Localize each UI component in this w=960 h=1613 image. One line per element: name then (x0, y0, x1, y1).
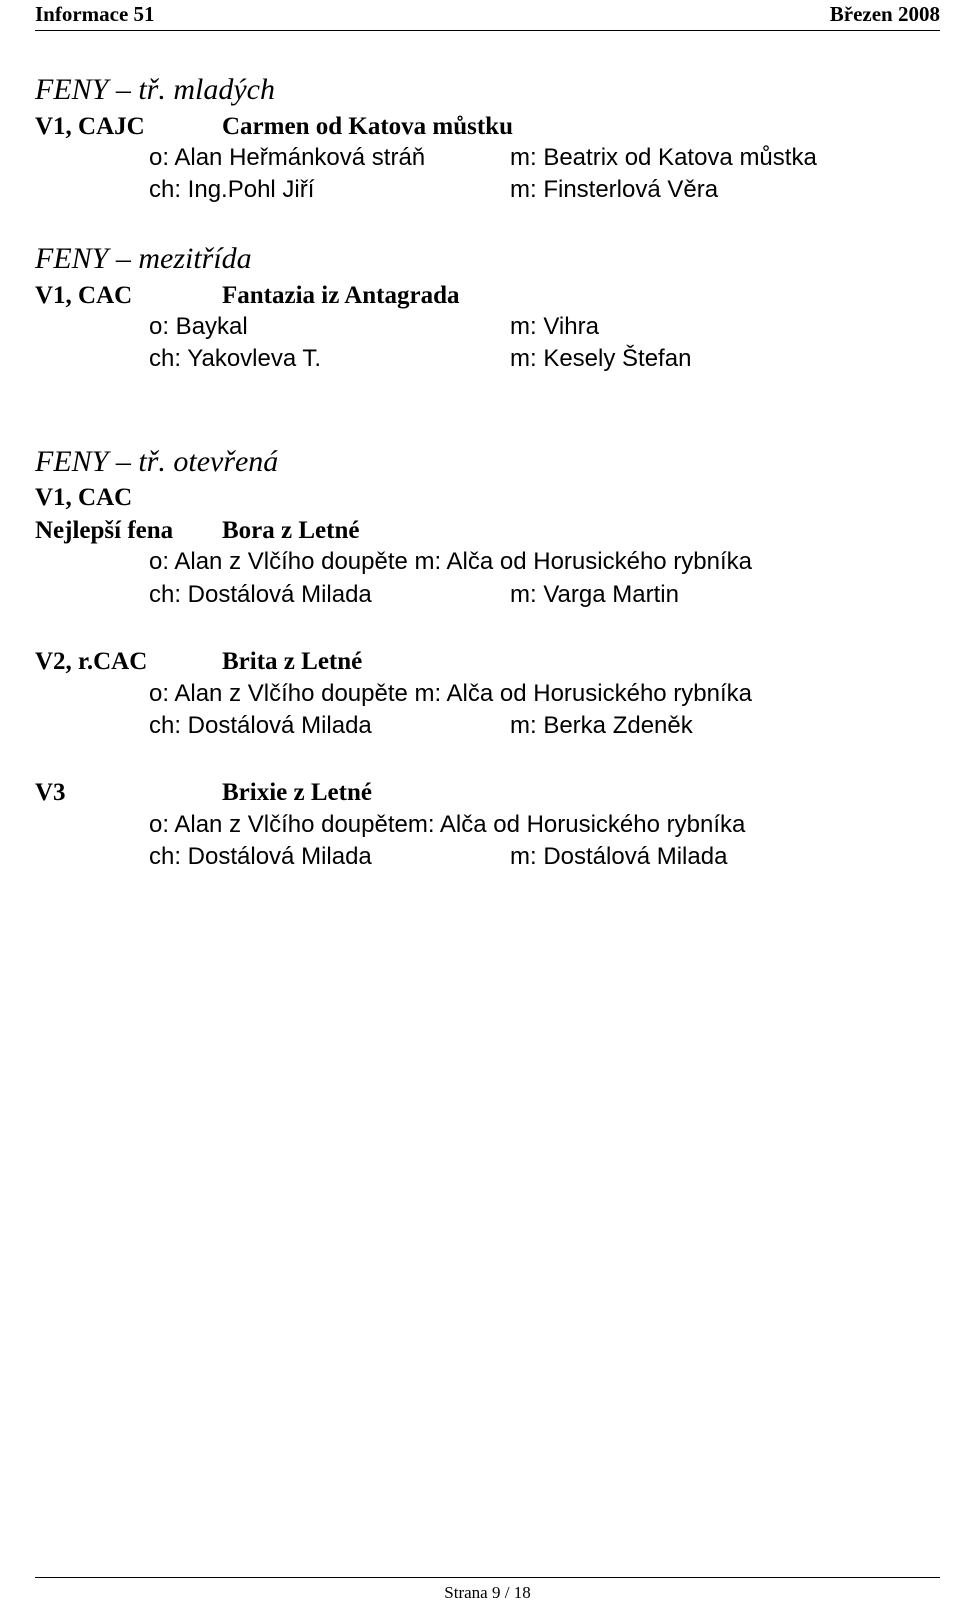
entry-label: V3 (35, 779, 66, 806)
mother: m: Vihra (510, 313, 599, 340)
breeder: ch: Yakovleva T. (149, 345, 322, 372)
dog-name: Fantazia iz Antagrada (222, 282, 460, 309)
entry-label: V1, CAJC (35, 113, 145, 140)
breeder: ch: Dostálová Milada (149, 843, 372, 870)
breeder: ch: Dostálová Milada (149, 712, 372, 739)
breeder: ch: Dostálová Milada (149, 581, 372, 608)
breeder: ch: Ing.Pohl Jiří (149, 176, 315, 203)
entry-label: V2, r.CAC (35, 648, 148, 675)
dog-name: Carmen od Katova můstku (222, 113, 513, 140)
father: o: Alan Heřmánková stráň (149, 144, 426, 171)
owner: m: Dostálová Milada (510, 843, 728, 870)
publication-date: Březen 2008 (829, 2, 940, 26)
owner: m: Berka Zdeněk (510, 712, 693, 739)
parents: o: Alan z Vlčího doupěte m: Alča od Horusického rybníka (149, 680, 753, 707)
mother: m: Beatrix od Katova můstka (510, 144, 817, 171)
dog-name: Brita z Letné (222, 648, 363, 675)
page-footer (35, 1577, 940, 1602)
entry-label: V1, CAC (35, 282, 133, 309)
owner: m: Varga Martin (510, 581, 679, 608)
owner: m: Finsterlová Věra (510, 176, 719, 203)
parents: o: Alan z Vlčího doupětem: Alča od Horusického rybníka (149, 811, 746, 838)
father: o: Baykal (149, 313, 248, 340)
section-title: FENY – mezitřída (35, 242, 252, 275)
section-title: FENY – tř. mladých (35, 73, 275, 106)
publication-title: Informace 51 (35, 2, 155, 26)
page-number: Strana 9 / 18 (444, 1583, 531, 1602)
page-header (35, 0, 940, 31)
parents: o: Alan z Vlčího doupěte m: Alča od Horusického rybníka (149, 548, 753, 575)
section-title: FENY – tř. otevřená (35, 445, 279, 478)
dog-name: Bora z Letné (222, 517, 360, 544)
owner: m: Kesely Štefan (510, 345, 692, 372)
dog-name: Brixie z Letné (222, 779, 372, 806)
entry-label: Nejlepší fena (35, 517, 174, 544)
section-subtitle: V1, CAC (35, 484, 133, 511)
